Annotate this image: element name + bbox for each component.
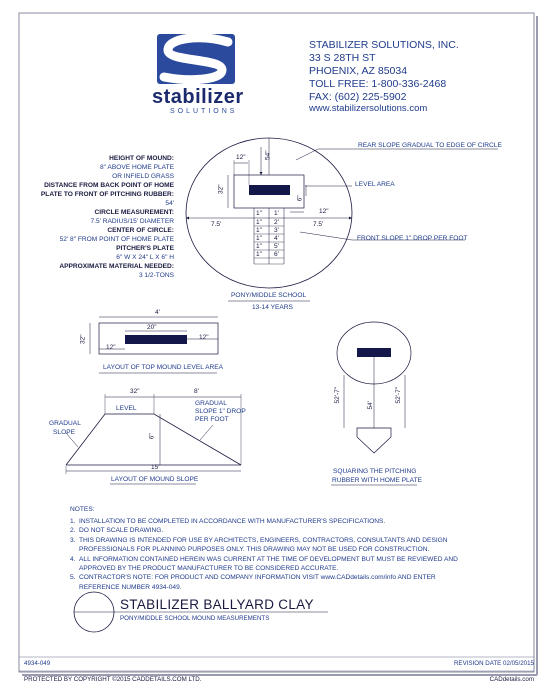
spec-value: 3 1/2-TONS [138,272,174,279]
note-text: THIS DRAWING IS INTENDED FOR USE BY ARCHITECTS, ENGINEERS, CONTRACTORS, CONSULTANTS AND DESIGN [79,536,448,544]
note-line [70,536,490,545]
dim-8-ft: 8' [194,388,199,395]
spec-value: 6" W X 24" L X 6" H [116,254,174,261]
step-drop: 1" [256,219,262,226]
dim-32-in-level: 32" [79,334,87,345]
note-line [70,555,490,564]
step-drop: 1" [256,235,262,242]
note-line [70,564,490,573]
note-line [70,526,490,535]
per-foot-label: PER FOOT [195,416,229,423]
copyright: PROTECTED BY COPYRIGHT ©2015 CADDETAILS.COM LTD. [24,676,202,683]
logo-tagline: SOLUTIONS [170,108,238,115]
note-line [70,583,490,592]
note-text: DO NOT SCALE DRAWING. [79,527,164,535]
note-number: 4. [70,555,76,563]
spec-heading: PLATE TO FRONT OF PITCHING RUBBER: [40,191,174,198]
note-number: 2. [70,527,76,535]
dim-right-diagonal: 52'-7" [395,386,403,404]
spec-heading: APPROXIMATE MATERIAL NEEDED: [59,263,174,270]
step-drop: 1" [256,227,262,234]
note-text: PROFESSIONALS FOR PLANNING PURPOSES ONLY. THIS DRAWING MAY NOT BE USED FOR CONSTRUCTION. [79,546,430,554]
slope-drop-label: SLOPE 1" DROP [195,408,246,415]
plan-subcaption: 13-14 YEARS [252,304,293,311]
note-text: REFERENCE NUMBER 4934-049. [79,583,182,591]
step-distance: 5' [274,243,279,250]
notes-heading: NOTES: [70,506,95,513]
dim-6-in: 6" [296,195,304,202]
logo-wordmark: stabilizer [152,86,244,108]
stabilizer-logo [157,34,235,84]
spec-value: 7.5' RADIUS/15' DIAMETER [90,218,174,225]
step-distance: 4' [274,235,279,242]
note-line [70,517,490,526]
top-level-rubber [125,335,187,344]
dim-radius-right: 7.5' [313,221,324,228]
company-phone: TOLL FREE: 1-800-336-2468 [309,78,447,90]
step-distance: 2' [274,219,279,226]
company-name: STABILIZER SOLUTIONS, INC. [309,39,459,51]
pitching-rubber [249,185,290,195]
plan-caption: PONY/MIDDLE SCHOOL [231,292,307,299]
gradual-label: GRADUAL [195,400,227,407]
note-line [70,545,490,554]
step-drop: 1" [256,243,262,250]
notes-list [70,517,490,592]
gradual-slope-label-2: SLOPE [53,429,75,436]
dim-32-in-slope: 32" [130,388,140,395]
spec-heading: CENTER OF CIRCLE: [107,227,174,234]
note-text: INSTALLATION TO BE COMPLETED IN ACCORDANCE WITH MANUFACTURER'S SPECIFICATIONS. [79,518,386,525]
dim-left-diagonal: 52'-7" [334,386,342,404]
spec-heading: DISTANCE FROM BACK POINT OF HOME [44,182,174,189]
step-distance: 1' [274,210,279,217]
step-drop: 1" [256,210,262,217]
dim-radius-left: 7.5' [211,221,222,228]
spec-heading: HEIGHT OF MOUND: [109,155,174,162]
squaring-rubber [357,348,391,357]
company-fax: FAX: (602) 225-5902 [309,91,407,103]
spec-value: 8" ABOVE HOME PLATE [99,164,174,171]
top-level-caption: LAYOUT OF TOP MOUND LEVEL AREA [103,364,224,371]
note-text: ALL INFORMATION CONTAINED HEREIN WAS CURRENT AT THE TIME OF DEVELOPMENT BUT MUST BE REVIEWED AND [79,555,458,563]
note-text: CONTRACTOR'S NOTE: FOR PRODUCT AND COMPANY INFORMATION VISIT www.CADdetails.com/info AND ENTER [79,574,436,582]
squaring-caption-2: RUBBER WITH HOME PLATE [332,477,423,484]
level-label: LEVEL [116,405,137,412]
slope-caption: LAYOUT OF MOUND SLOPE [111,476,199,483]
drawing-subtitle: PONY/MIDDLE SCHOOL MOUND MEASUREMENTS [120,615,270,622]
note-text: APPROVED BY THE PRODUCT MANUFACTURER TO BE CONSIDERED ACCURATE. [79,564,339,572]
dim-32-in: 32" [217,184,225,195]
mound-specs [4,154,174,280]
note-number: 1. [70,518,76,525]
mound-plan-view [186,138,498,301]
step-distance: 3' [274,227,279,234]
dim-15-ft: 15' [151,464,160,471]
step-distance: 6' [274,251,279,258]
squaring-caption-1: SQUARING THE PITCHING [333,468,417,475]
dim-20-in: 20" [147,324,157,331]
spec-value: 54' [165,200,174,207]
company-street: 33 S 28TH ST [309,52,376,64]
home-plate [357,428,391,453]
company-city: PHOENIX, AZ 85034 [309,65,408,77]
reference-number: 4934-049 [24,660,51,667]
revision-date: REVISION DATE 02/05/2015 [453,660,534,667]
drawing-title: STABILIZER BALLYARD CLAY [120,597,314,612]
company-web: www.stabilizersolutions.com [309,103,428,114]
dim-12-in-left: 12" [236,154,246,161]
gradual-slope-label-1: GRADUAL [49,420,81,427]
rear-slope-label: REAR SLOPE GRADUAL TO EDGE OF CIRCLE [358,142,502,149]
note-line [70,573,490,582]
dim-12-in-level-left: 12" [106,344,116,351]
spec-value: OR INFIELD GRASS [112,173,174,180]
spec-value: 52' 8" FROM POINT OF HOME PLATE [59,236,174,243]
dim-12-in-level-right: 12" [199,334,209,341]
spec-heading: CIRCLE MEASUREMENT: [94,209,174,216]
cad-details-link[interactable]: CADdetails.com [489,676,534,683]
step-drop: 1" [256,251,262,258]
dim-12-in-right: 12" [319,208,329,215]
dim-4-ft: 4' [155,309,160,316]
dim-6-in-slope: 6" [148,433,156,440]
note-number: 5. [70,574,76,582]
dim-54-in: 54" [264,150,272,161]
note-number: 3. [70,536,76,544]
dim-center-distance: 54' [366,401,374,410]
spec-heading: PITCHER'S PLATE [116,245,174,252]
level-area-label: LEVEL AREA [355,181,395,188]
front-slope-label: FRONT SLOPE 1" DROP PER FOOT [357,235,468,242]
